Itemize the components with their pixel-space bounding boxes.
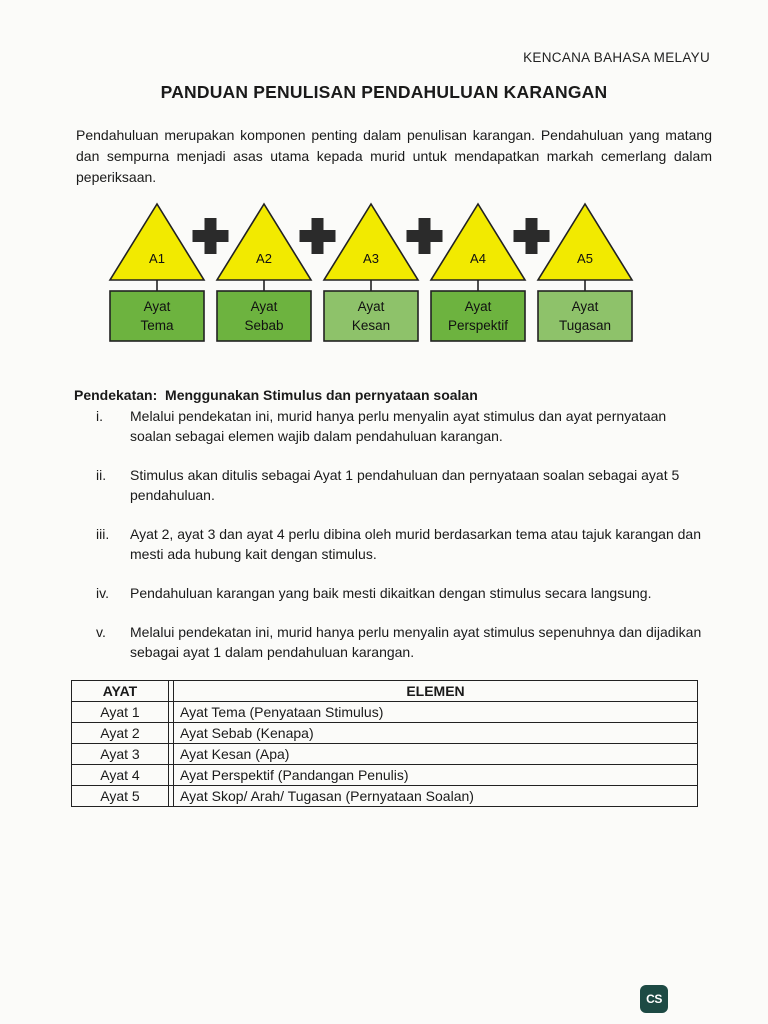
ayat-cell: Ayat 5 bbox=[72, 786, 169, 807]
table-row bbox=[72, 702, 698, 723]
table-header-row bbox=[72, 681, 698, 702]
intro-structure-diagram bbox=[100, 196, 640, 346]
box-label-line1: Ayat bbox=[143, 299, 171, 314]
box-label-line1: Ayat bbox=[357, 299, 385, 314]
point-text: Melalui pendekatan ini, murid hanya perlu menyalin ayat stimulus sepenuhnya dan dijadikan sebagai ayat 1 dalam pendahuluan karangan. bbox=[130, 624, 702, 660]
table-row bbox=[72, 723, 698, 744]
plus-icon bbox=[514, 218, 550, 254]
ayat-cell: Ayat 2 bbox=[72, 723, 169, 744]
point-number: iv. bbox=[96, 585, 109, 601]
approach-title: Menggunakan Stimulus dan pernyataan soalan bbox=[165, 387, 478, 403]
triangle-label: A3 bbox=[363, 251, 379, 266]
plus-icon bbox=[300, 218, 336, 254]
page-title: PANDUAN PENULISAN PENDAHULUAN KARANGAN bbox=[160, 82, 608, 102]
box-label-line1: Ayat bbox=[250, 299, 278, 314]
triangle-a3 bbox=[324, 204, 418, 280]
box-label-line2: Tema bbox=[140, 318, 174, 333]
elemen-cell: Ayat Kesan (Apa) bbox=[174, 744, 698, 765]
ayat-cell: Ayat 1 bbox=[72, 702, 169, 723]
triangle-label: A1 bbox=[149, 251, 165, 266]
box-label-line2: Sebab bbox=[244, 318, 284, 333]
intro-paragraph: Pendahuluan merupakan komponen penting dalam penulisan karangan. Pendahuluan yang matang dan sempurna menjadi asas utama kepada murid untuk mendapatkan markah cemerlang dalam peperiksaan. bbox=[76, 127, 712, 185]
point-text: Melalui pendekatan ini, murid hanya perlu menyalin ayat stimulus dan ayat pernyataan soalan sebagai elemen wajib dalam pendahuluan karangan. bbox=[130, 408, 667, 444]
plus-icon bbox=[193, 218, 229, 254]
table-row bbox=[72, 786, 698, 807]
header-ayat: AYAT bbox=[72, 681, 169, 702]
approach-label: Pendekatan: bbox=[74, 387, 158, 403]
box-label-line2: Tugasan bbox=[558, 318, 612, 333]
elemen-cell: Ayat Sebab (Kenapa) bbox=[174, 723, 698, 744]
elemen-cell: Ayat Skop/ Arah/ Tugasan (Pernyataan Soalan) bbox=[174, 786, 698, 807]
header-right-text: KENCANA BAHASA MELAYU bbox=[523, 50, 710, 65]
point-text: Stimulus akan ditulis sebagai Ayat 1 pendahuluan dan pernyataan soalan sebagai ayat 5 pendahuluan. bbox=[130, 467, 680, 503]
elemen-cell: Ayat Perspektif (Pandangan Penulis) bbox=[174, 765, 698, 786]
elemen-cell: Ayat Tema (Penyataan Stimulus) bbox=[174, 702, 698, 723]
header-elemen: ELEMEN bbox=[174, 681, 698, 702]
point-text: Ayat 2, ayat 3 dan ayat 4 perlu dibina oleh murid berdasarkan tema atau tajuk karangan dan mesti ada hubung kait dengan stimulus. bbox=[130, 526, 702, 562]
point-number: v. bbox=[96, 624, 106, 640]
triangle-a4 bbox=[431, 204, 525, 280]
approach-heading bbox=[74, 387, 478, 403]
triangle-a5 bbox=[538, 204, 632, 280]
box-label-line2: Kesan bbox=[351, 318, 391, 333]
plus-icon bbox=[407, 218, 443, 254]
point-number: i. bbox=[96, 408, 103, 424]
table-row bbox=[72, 765, 698, 786]
ayat-cell: Ayat 4 bbox=[72, 765, 169, 786]
triangle-label: A4 bbox=[470, 251, 486, 266]
triangle-a2 bbox=[217, 204, 311, 280]
box-label-line1: Ayat bbox=[464, 299, 492, 314]
point-number: ii. bbox=[96, 467, 107, 483]
triangle-label: A5 bbox=[577, 251, 593, 266]
table-row bbox=[72, 744, 698, 765]
point-number: iii. bbox=[96, 526, 110, 542]
ayat-cell: Ayat 3 bbox=[72, 744, 169, 765]
triangle-label: A2 bbox=[256, 251, 272, 266]
box-label-line1: Ayat bbox=[571, 299, 599, 314]
camscanner-badge: CS bbox=[640, 985, 668, 1013]
triangle-a1 bbox=[110, 204, 204, 280]
ayat-element-table bbox=[71, 680, 698, 807]
box-label-line2: Perspektif bbox=[447, 318, 509, 333]
point-text: Pendahuluan karangan yang baik mesti dikaitkan dengan stimulus secara langsung. bbox=[130, 585, 652, 601]
